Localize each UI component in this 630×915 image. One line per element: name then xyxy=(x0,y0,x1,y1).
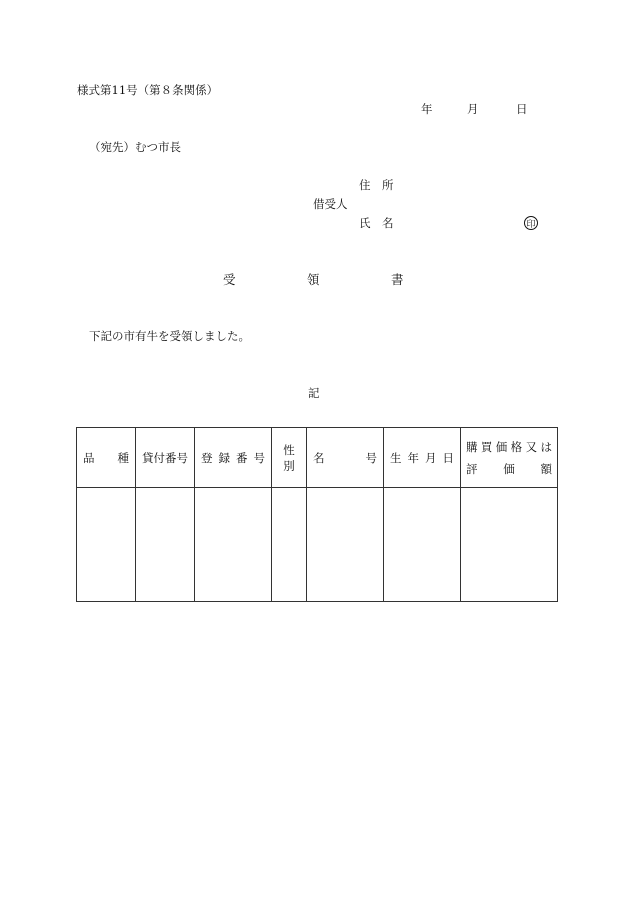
cell-price[interactable] xyxy=(461,488,558,602)
cell-birth-date[interactable] xyxy=(384,488,461,602)
seal-mark: 印 xyxy=(524,216,538,230)
cell-name[interactable] xyxy=(307,488,384,602)
cell-loan-number[interactable] xyxy=(136,488,195,602)
date-day: 日 xyxy=(516,102,528,116)
address-label: 住 所 xyxy=(359,178,394,192)
ki-heading: 記 xyxy=(308,386,320,400)
table-row xyxy=(77,488,558,602)
name-label: 氏 名 xyxy=(359,216,394,230)
header-price: 購 買 価 格 又 は 評 価 額 xyxy=(461,428,558,488)
title-char-1: 受 xyxy=(223,272,236,287)
form-number: 様式第11号（第８条関係） xyxy=(77,83,219,97)
title-char-3: 書 xyxy=(391,272,404,287)
date-month: 月 xyxy=(467,102,479,116)
title-char-2: 領 xyxy=(307,272,320,287)
header-variety: 品 種 xyxy=(77,428,136,488)
borrower-role: 借受人 xyxy=(313,197,348,211)
date-year: 年 xyxy=(421,102,433,116)
table-header-row xyxy=(77,428,558,488)
addressee: （宛先）むつ市長 xyxy=(89,140,181,154)
cell-sex[interactable] xyxy=(272,488,307,602)
body-text: 下記の市有牛を受領しました。 xyxy=(89,329,250,343)
header-registration-number: 登 録 番 号 xyxy=(195,428,272,488)
header-sex: 性別 xyxy=(272,428,307,488)
cattle-record-table xyxy=(76,427,558,602)
cell-registration-number[interactable] xyxy=(195,488,272,602)
header-birth-date: 生 年 月 日 xyxy=(384,428,461,488)
header-loan-number: 貸付番号 xyxy=(136,428,195,488)
header-name: 名 号 xyxy=(307,428,384,488)
cell-variety[interactable] xyxy=(77,488,136,602)
